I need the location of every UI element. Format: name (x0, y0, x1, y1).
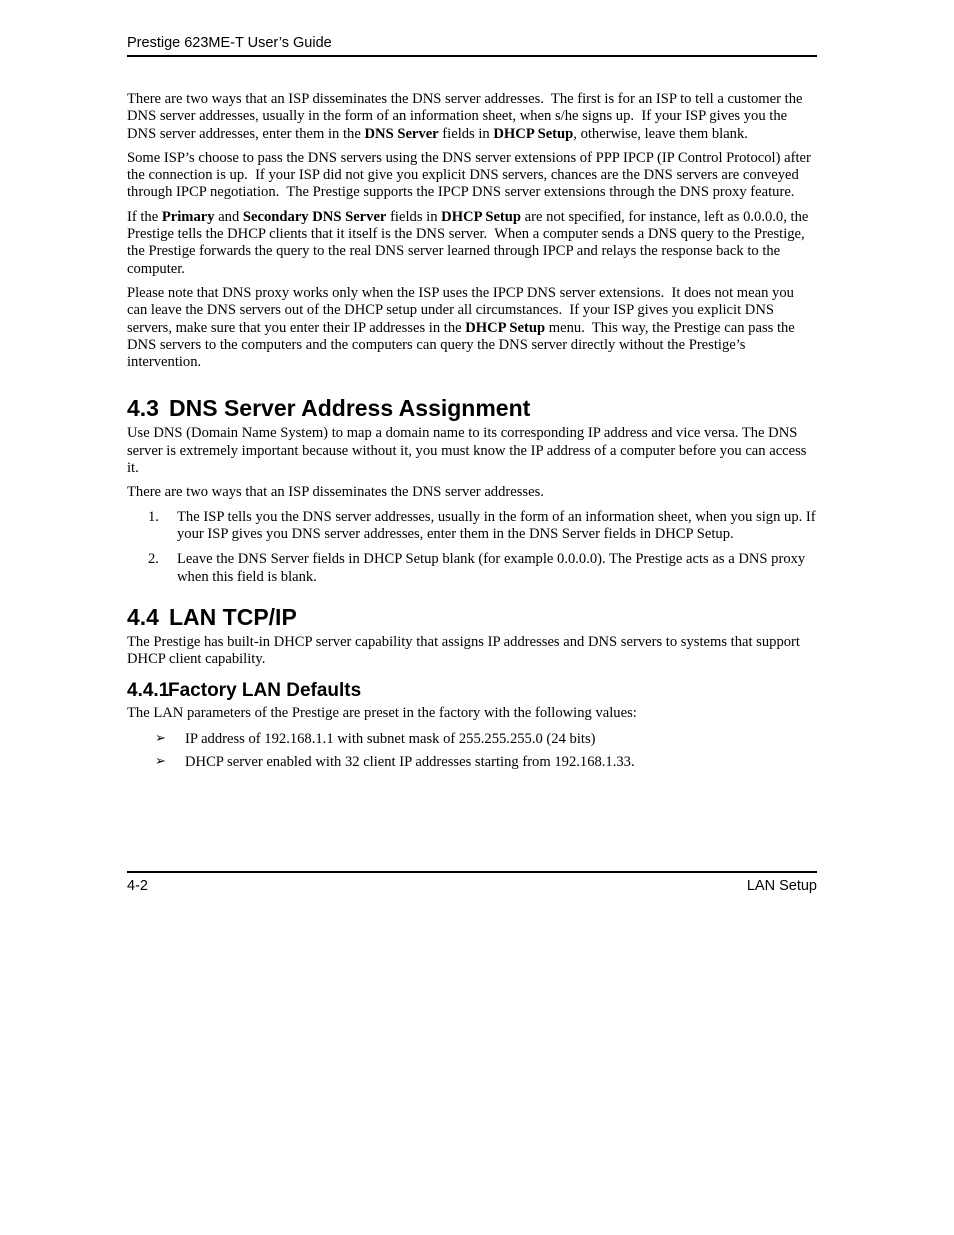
bullet-text: DHCP server enabled with 32 client IP addresses starting from 192.168.1.33. (185, 753, 635, 770)
paragraph-dns-proxy-note: Please note that DNS proxy works only when the ISP uses the IPCP DNS server extensions. It does not mean you can leave the DNS servers out of the DHCP setup under all circumstances. If your ISP gives you explicit DNS servers, make sure that you enter their IP addresses in the DHCP Setup menu. This way, the Prestige can pass the DNS servers to the computers and the computers can query the DNS server directly without the Prestige’s intervention. (127, 284, 799, 371)
section-number: 4.3 (127, 395, 159, 422)
list-item-number: 2. (148, 551, 159, 568)
paragraph-text: There are two ways that an ISP disseminates the DNS server addresses. (127, 484, 544, 501)
section-number: 4.4.1 (127, 680, 170, 702)
paragraph-text: Use DNS (Domain Name System) to map a domain name to its corresponding IP address and vice versa. The DNS server is extremely important because without it, you must know the IP address of a computer before you can access it. (127, 425, 811, 477)
header-title: Prestige 623ME-T User’s Guide (127, 35, 332, 51)
section-heading-4-4 (127, 604, 817, 630)
paragraph-ipcp-extensions: Some ISP’s choose to pass the DNS servers using the DNS server extensions of PPP IPCP (IP Control Protocol) after the connection is up. If your ISP did not give you explicit DNS servers, chances are the DNS servers are conveyed through IPCP negotiation. The Prestige supports the IPCP DNS server extensions through the DNS proxy feature. (127, 149, 815, 201)
bullet-item (127, 753, 817, 771)
paragraph-dns-isp-ways: There are two ways that an ISP disseminates the DNS server addresses. The first is for an ISP to tell a customer the DNS server addresses, usually in the form of an information sheet, when s/he signs up. If your ISP gives you the DNS server addresses, enter them in the DNS Server fields in DHCP Setup, otherwise, leave them blank. (127, 91, 807, 142)
footer-chapter: LAN Setup (746, 878, 817, 894)
section-title: LAN TCP/IP (169, 603, 297, 630)
page-footer (127, 871, 817, 895)
section-title: Factory LAN Defaults (168, 680, 362, 702)
paragraph-factory-defaults (127, 705, 817, 722)
numbered-list (127, 508, 820, 586)
bullet-list (127, 730, 817, 771)
document-body (127, 91, 820, 776)
arrow-bullet-icon: ➢ (155, 730, 166, 746)
arrow-bullet-icon: ➢ (155, 753, 166, 769)
paragraph-primary-secondary: If the Primary and Secondary DNS Server fields in DHCP Setup are not specified, for instance, left as 0.0.0.0, the Prestige tells the DHCP clients that it itself is the DNS server. When a computer sends a DNS query to the Prestige, the Prestige forwards the query to the real DNS server learned through IPCP and relays the response back to the computer. (127, 208, 813, 277)
list-item-number: 1. (148, 508, 159, 525)
section-title: DNS Server Address Assignment (169, 395, 531, 422)
paragraph-two-ways-lead (127, 484, 817, 501)
paragraph-dns-intro (127, 425, 817, 477)
section-heading-4-3 (127, 395, 817, 421)
paragraph-text: The LAN parameters of the Prestige are preset in the factory with the following values: (127, 705, 637, 722)
bullet-item (127, 730, 817, 748)
paragraph-dhcp-capability (127, 634, 817, 669)
list-item (127, 508, 820, 544)
list-item-text: Leave the DNS Server fields in DHCP Setup blank (for example 0.0.0.0). The Prestige acts as a DNS proxy when this field is blank. (177, 551, 809, 585)
running-header (127, 34, 817, 57)
bullet-text: IP address of 192.168.1.1 with subnet mask of 255.255.255.0 (24 bits) (185, 730, 596, 747)
list-item-text: The ISP tells you the DNS server addresses, usually in the form of an information sheet, when you sign up. If your ISP gives you DNS server addresses, enter them in the DNS Server fields in DHCP Setup. (177, 508, 820, 542)
paragraph-text: The Prestige has built-in DHCP server capability that assigns IP addresses and DNS servers to systems that support DHCP client capability. (127, 633, 804, 668)
section-heading-4-4-1 (127, 680, 817, 701)
list-item (127, 551, 817, 586)
section-number: 4.4 (127, 603, 159, 630)
page-number: 4-2 (127, 878, 148, 894)
